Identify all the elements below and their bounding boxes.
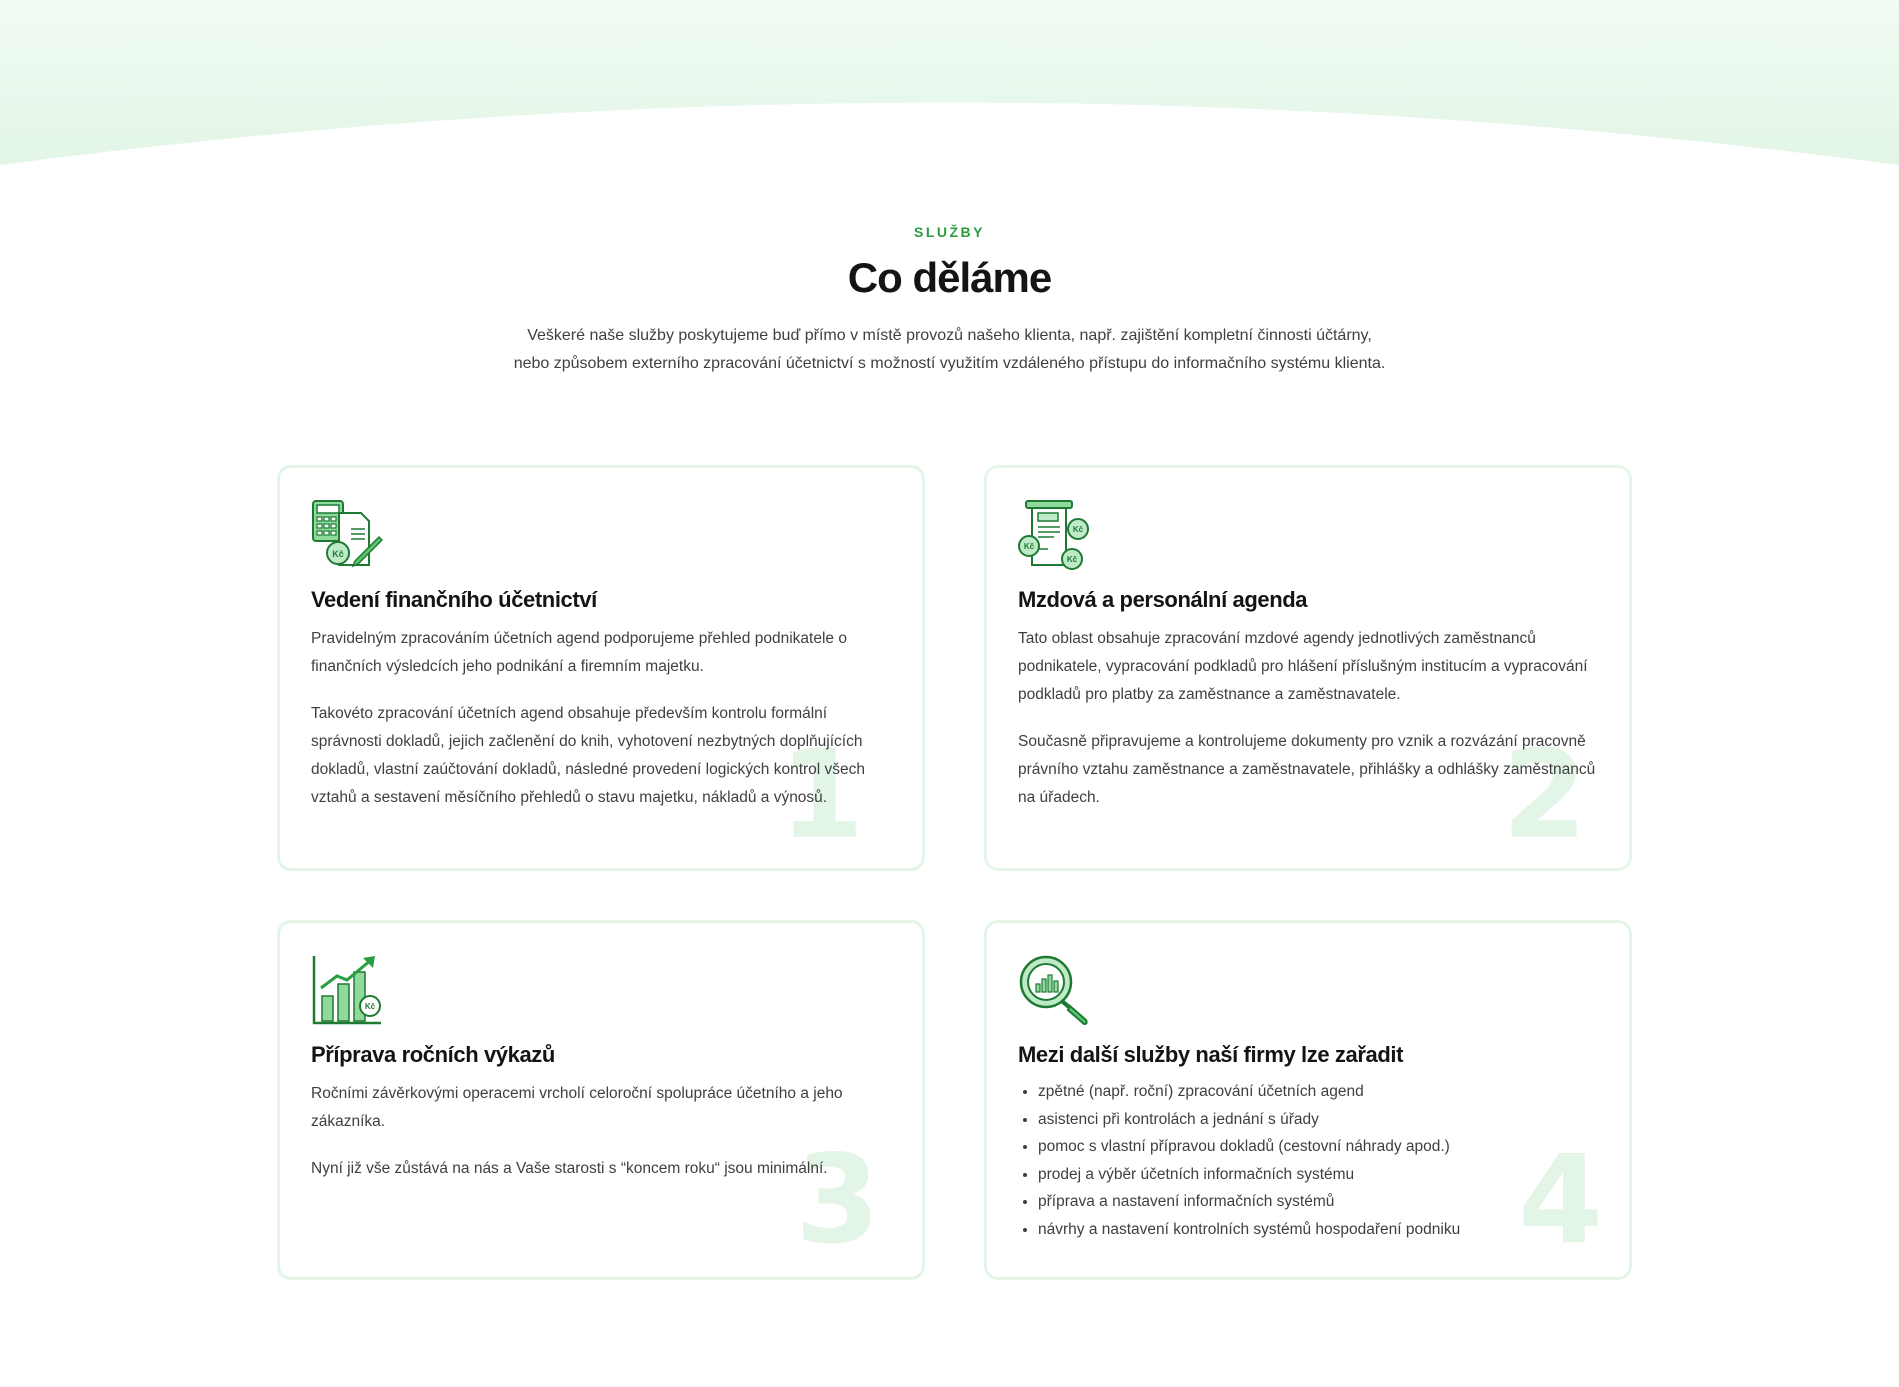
- card-title: Vedení finančního účetnictví: [311, 587, 597, 612]
- card-number-watermark: 3: [795, 1129, 880, 1271]
- card-title: Mezi další služby naší firmy lze zařadit: [1018, 1042, 1404, 1067]
- card-number-watermark: 1: [779, 724, 864, 866]
- card-paragraph: Ročními závěrkovými operacemi vrcholí celoroční spolupráce účetního a jeho zákazníka.: [311, 1085, 843, 1130]
- service-card-payroll: [984, 465, 1632, 871]
- svg-text:Kč: Kč: [1066, 555, 1078, 564]
- services-list: [1018, 1078, 1598, 1243]
- service-card-accounting: [277, 465, 925, 871]
- svg-text:Kč: Kč: [1023, 542, 1035, 551]
- section-intro: Veškeré naše služby poskytujeme buď přímo v místě provozů našeho klienta, např. zajištění kompletní činnosti účtárny, nebo způsobem externího zpracování účetnictví s možností využitím vzdáleného přístupu do informačního systému klienta.: [513, 327, 1386, 372]
- card-paragraph: Současně připravujeme a kontrolujeme dokumenty pro vznik a rozvázání pracovně právního vztahu zaměstnance a zaměstnavatele, přihlášky a odhlášky zaměstnanců na úřadech.: [1018, 733, 1596, 806]
- section-title: Co děláme: [847, 254, 1052, 301]
- list-item: • pomoc s vlastní přípravou dokladů (cestovní náhrady apod.): [1038, 1133, 1598, 1161]
- growth-chart-icon: [311, 954, 383, 1026]
- card-paragraph: Tato oblast obsahuje zpracování mzdové agendy jednotlivých zaměstnanců podnikatele, vypracování podkladů pro hlášení příslušným institucím a vypracování podkladů pro platby za zaměstnance a zaměstnavatele.: [1018, 630, 1588, 703]
- calculator-invoice-icon: [311, 499, 383, 571]
- payroll-receipt-icon: [1018, 499, 1090, 571]
- svg-text:Kč: Kč: [364, 1002, 376, 1011]
- list-item: • prodej a výběr účetních informačních systému: [1038, 1161, 1598, 1189]
- services-header: [0, 222, 1899, 378]
- card-paragraph: Nyní již vše zůstává na nás a Vaše starosti s “koncem roku“ jsou minimální.: [311, 1160, 828, 1177]
- list-item: • příprava a nastavení informačních systémů: [1038, 1188, 1598, 1216]
- service-card-annual-reports: [277, 920, 925, 1280]
- list-item: • asistenci při kontrolách a jednání s úřady: [1038, 1106, 1598, 1134]
- section-eyebrow: SLUŽBY: [914, 224, 985, 240]
- list-item: • návrhy a nastavení kontrolních systémů hospodaření podniku: [1038, 1216, 1598, 1244]
- magnifier-chart-icon: [1018, 954, 1090, 1026]
- card-paragraph: Pravidelným zpracováním účetních agend podporujeme přehled podnikatele o finančních výsledcích jeho podnikání a firemním majetku.: [311, 630, 847, 675]
- list-item: • zpětné (např. roční) zpracování účetních agend: [1038, 1078, 1598, 1106]
- service-card-other-services: [984, 920, 1632, 1280]
- svg-text:Kč: Kč: [1072, 525, 1084, 534]
- card-number-watermark: 2: [1502, 724, 1587, 866]
- svg-text:Kč: Kč: [332, 549, 344, 559]
- card-paragraph: Takovéto zpracování účetních agend obsahuje především kontrolu formální správnosti dokladů, jejich začlenění do knih, vyhotovení nezbytných doplňujících dokladů, vlastní zaúčtování dokladů, následné provedení logických kontrol všech vztahů a sestavení měsíčního přehledů o stavu majetku, nákladů a výnosů.: [311, 705, 866, 806]
- card-title: Mzdová a personální agenda: [1018, 587, 1308, 612]
- card-title: Příprava ročních výkazů: [311, 1042, 555, 1067]
- card-number-watermark: 4: [1518, 1129, 1603, 1271]
- hero-wave-background: [0, 0, 1899, 170]
